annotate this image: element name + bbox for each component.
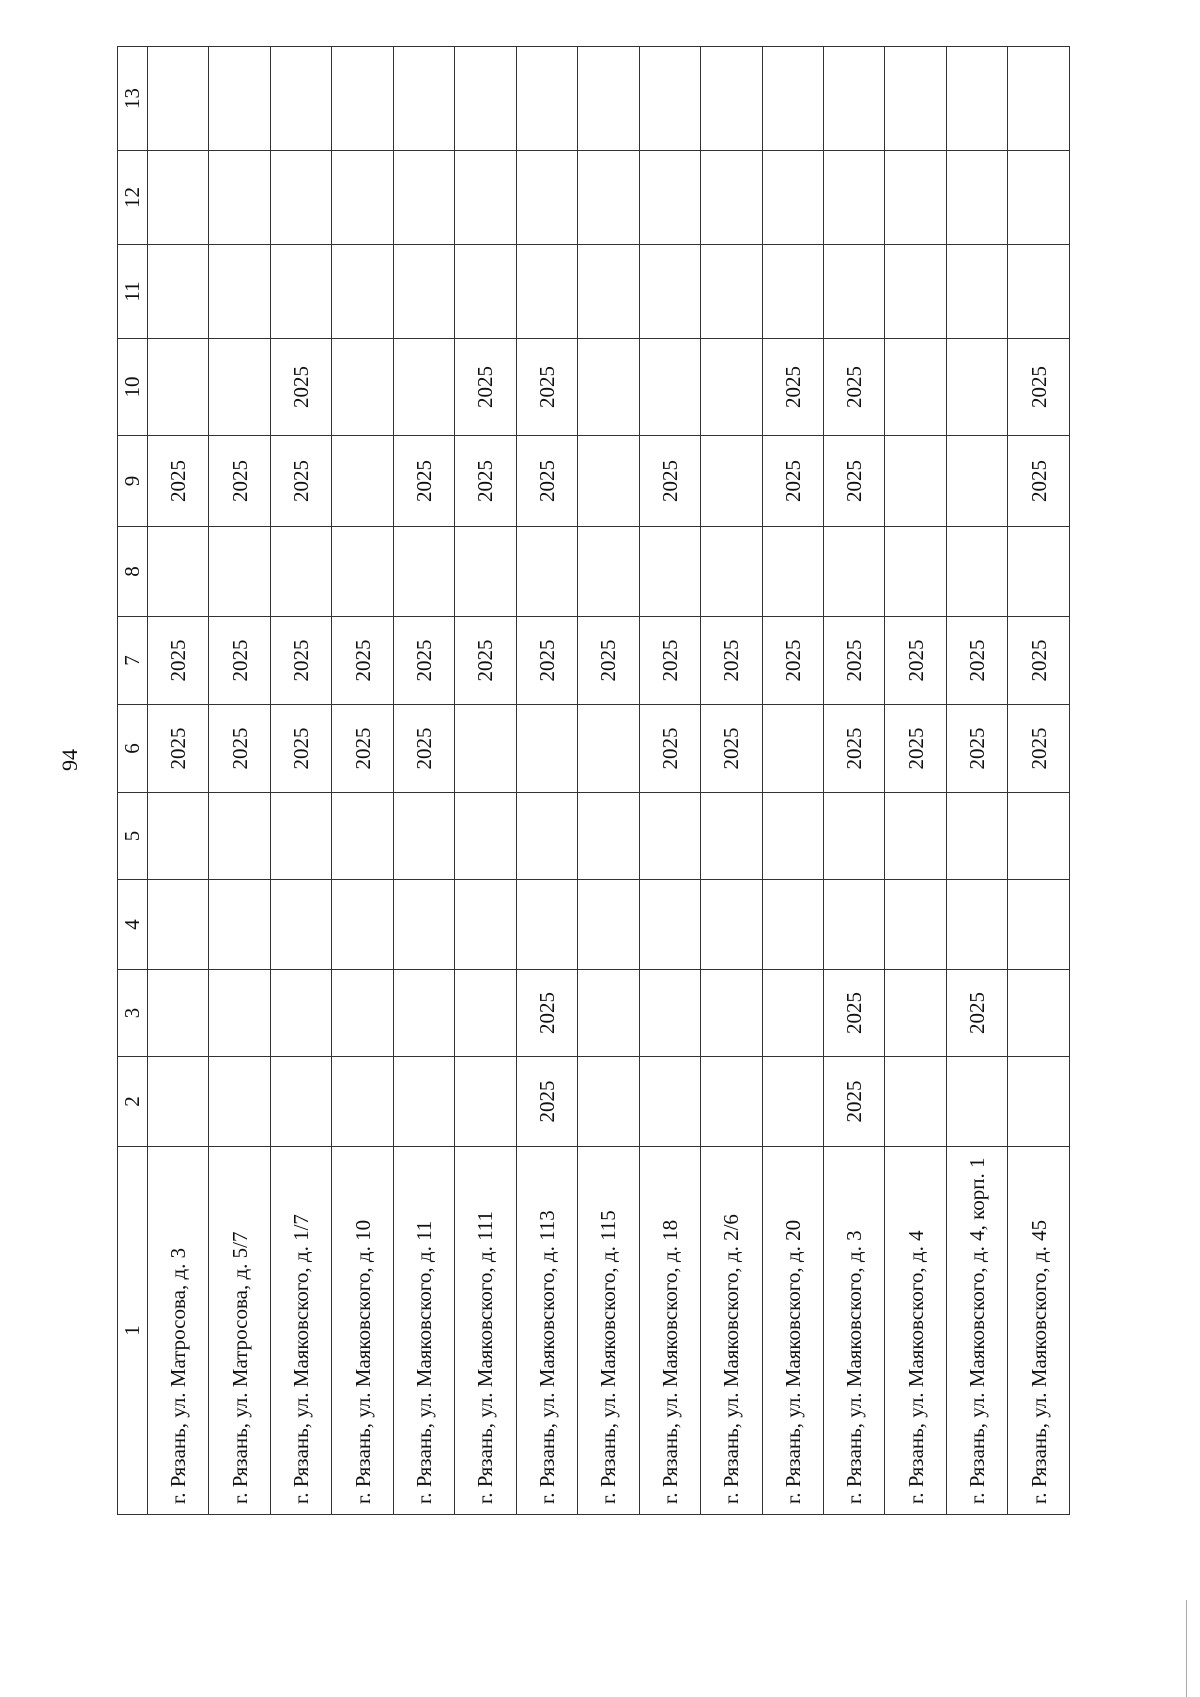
year-cell xyxy=(270,880,331,970)
year-cell xyxy=(209,245,270,339)
year-cell xyxy=(701,1057,762,1147)
column-header: 1 xyxy=(118,1147,148,1515)
year-cell: 2025 xyxy=(209,617,270,705)
year-cell xyxy=(885,880,946,970)
year-cell xyxy=(701,47,762,151)
year-cell xyxy=(885,1057,946,1147)
year-cell: 2025 xyxy=(1008,339,1070,436)
address-cell: г. Рязань, ул. Маяковского, д. 113 xyxy=(516,1147,577,1515)
year-cell xyxy=(762,880,823,970)
year-cell xyxy=(946,1057,1007,1147)
year-cell xyxy=(639,339,700,436)
year-cell xyxy=(578,527,639,617)
year-cell xyxy=(332,339,393,436)
year-cell xyxy=(455,245,516,339)
year-cell xyxy=(946,245,1007,339)
year-cell xyxy=(148,1057,209,1147)
year-cell xyxy=(885,47,946,151)
year-cell xyxy=(393,880,454,970)
year-cell xyxy=(455,705,516,793)
year-cell xyxy=(455,793,516,880)
year-cell: 2025 xyxy=(946,970,1007,1057)
year-cell xyxy=(701,970,762,1057)
year-cell xyxy=(393,527,454,617)
table-row xyxy=(332,47,393,1515)
year-cell: 2025 xyxy=(885,617,946,705)
scan-edge-line xyxy=(1186,1600,1187,1697)
year-cell xyxy=(393,1057,454,1147)
year-cell: 2025 xyxy=(1008,436,1070,527)
address-cell: г. Рязань, ул. Маяковского, д. 2/6 xyxy=(701,1147,762,1515)
table-row xyxy=(701,47,762,1515)
column-header: 13 xyxy=(118,47,148,151)
address-cell: г. Рязань, ул. Маяковского, д. 115 xyxy=(578,1147,639,1515)
year-cell xyxy=(762,970,823,1057)
year-cell: 2025 xyxy=(148,436,209,527)
year-cell: 2025 xyxy=(270,617,331,705)
year-cell: 2025 xyxy=(516,339,577,436)
year-cell: 2025 xyxy=(823,705,884,793)
rotated-table-container xyxy=(117,47,1070,1515)
year-cell xyxy=(332,436,393,527)
address-cell: г. Рязань, ул. Маяковского, д. 3 xyxy=(823,1147,884,1515)
year-cell xyxy=(516,151,577,245)
year-cell xyxy=(455,47,516,151)
year-cell: 2025 xyxy=(701,617,762,705)
table-row xyxy=(516,47,577,1515)
year-cell xyxy=(1008,151,1070,245)
year-cell xyxy=(578,151,639,245)
year-cell xyxy=(946,880,1007,970)
address-cell: г. Рязань, ул. Маяковского, д. 111 xyxy=(455,1147,516,1515)
year-cell xyxy=(578,339,639,436)
year-cell xyxy=(270,793,331,880)
year-cell xyxy=(885,970,946,1057)
year-cell xyxy=(209,880,270,970)
column-header: 3 xyxy=(118,970,148,1057)
year-cell xyxy=(332,880,393,970)
year-cell xyxy=(639,527,700,617)
year-cell: 2025 xyxy=(639,617,700,705)
year-cell xyxy=(823,793,884,880)
year-cell xyxy=(946,339,1007,436)
column-header: 11 xyxy=(118,245,148,339)
table-row xyxy=(885,47,946,1515)
year-cell xyxy=(701,793,762,880)
page-number: 94 xyxy=(57,749,82,771)
year-cell xyxy=(885,436,946,527)
year-cell xyxy=(701,880,762,970)
year-cell xyxy=(516,705,577,793)
year-cell xyxy=(516,793,577,880)
year-cell xyxy=(701,527,762,617)
year-cell xyxy=(701,151,762,245)
year-cell: 2025 xyxy=(332,705,393,793)
year-cell xyxy=(701,339,762,436)
table-row xyxy=(823,47,884,1515)
year-cell xyxy=(946,436,1007,527)
year-cell xyxy=(270,527,331,617)
year-cell xyxy=(885,339,946,436)
year-cell: 2025 xyxy=(1008,705,1070,793)
column-header: 7 xyxy=(118,617,148,705)
year-cell xyxy=(455,527,516,617)
year-cell: 2025 xyxy=(762,339,823,436)
year-cell xyxy=(578,880,639,970)
year-cell: 2025 xyxy=(823,970,884,1057)
year-cell: 2025 xyxy=(455,436,516,527)
year-cell: 2025 xyxy=(516,436,577,527)
year-cell xyxy=(639,245,700,339)
year-cell xyxy=(578,1057,639,1147)
address-cell: г. Рязань, ул. Маяковского, д. 45 xyxy=(1008,1147,1070,1515)
year-cell xyxy=(393,339,454,436)
year-cell: 2025 xyxy=(455,339,516,436)
year-cell xyxy=(1008,970,1070,1057)
year-cell xyxy=(823,245,884,339)
year-cell: 2025 xyxy=(762,436,823,527)
year-cell: 2025 xyxy=(516,1057,577,1147)
header-row xyxy=(118,47,148,1515)
year-cell xyxy=(578,47,639,151)
year-cell xyxy=(639,47,700,151)
year-cell: 2025 xyxy=(332,617,393,705)
year-cell: 2025 xyxy=(639,436,700,527)
year-cell xyxy=(270,47,331,151)
address-cell: г. Рязань, ул. Матросова, д. 5/7 xyxy=(209,1147,270,1515)
address-cell: г. Рязань, ул. Маяковского, д. 20 xyxy=(762,1147,823,1515)
year-cell: 2025 xyxy=(270,339,331,436)
year-cell xyxy=(1008,245,1070,339)
year-cell xyxy=(455,1057,516,1147)
year-cell xyxy=(332,527,393,617)
year-cell xyxy=(823,880,884,970)
year-cell xyxy=(148,793,209,880)
address-cell: г. Рязань, ул. Маяковского, д. 4, корп. 1 xyxy=(946,1147,1007,1515)
year-cell xyxy=(639,880,700,970)
column-header: 8 xyxy=(118,527,148,617)
year-cell xyxy=(209,1057,270,1147)
year-cell xyxy=(639,1057,700,1147)
year-cell xyxy=(762,245,823,339)
column-header: 5 xyxy=(118,793,148,880)
year-cell xyxy=(148,527,209,617)
year-cell xyxy=(885,151,946,245)
year-cell: 2025 xyxy=(1008,617,1070,705)
year-cell xyxy=(578,436,639,527)
year-cell xyxy=(455,151,516,245)
table-row xyxy=(209,47,270,1515)
year-cell xyxy=(148,151,209,245)
year-cell xyxy=(148,339,209,436)
year-cell xyxy=(209,47,270,151)
year-cell xyxy=(393,245,454,339)
year-cell: 2025 xyxy=(823,617,884,705)
table-row xyxy=(148,47,209,1515)
year-cell: 2025 xyxy=(516,617,577,705)
year-cell xyxy=(209,970,270,1057)
year-cell: 2025 xyxy=(639,705,700,793)
year-cell xyxy=(209,527,270,617)
year-cell xyxy=(209,151,270,245)
year-cell: 2025 xyxy=(393,705,454,793)
year-cell xyxy=(1008,1057,1070,1147)
year-cell xyxy=(455,880,516,970)
year-cell xyxy=(1008,47,1070,151)
year-cell: 2025 xyxy=(148,617,209,705)
year-cell xyxy=(578,970,639,1057)
year-cell xyxy=(332,47,393,151)
year-cell xyxy=(578,245,639,339)
year-cell: 2025 xyxy=(209,436,270,527)
year-cell: 2025 xyxy=(885,705,946,793)
year-cell xyxy=(578,793,639,880)
address-cell: г. Рязань, ул. Матросова, д. 3 xyxy=(148,1147,209,1515)
year-cell xyxy=(762,793,823,880)
year-cell xyxy=(762,527,823,617)
year-cell xyxy=(516,47,577,151)
year-cell xyxy=(455,970,516,1057)
year-cell: 2025 xyxy=(946,617,1007,705)
year-cell xyxy=(393,151,454,245)
table-row xyxy=(762,47,823,1515)
year-cell xyxy=(946,47,1007,151)
year-cell: 2025 xyxy=(701,705,762,793)
year-cell xyxy=(701,245,762,339)
year-cell xyxy=(393,793,454,880)
year-cell: 2025 xyxy=(270,436,331,527)
year-cell xyxy=(270,151,331,245)
column-header: 12 xyxy=(118,151,148,245)
year-cell: 2025 xyxy=(209,705,270,793)
year-cell xyxy=(701,436,762,527)
column-header: 10 xyxy=(118,339,148,436)
year-cell xyxy=(885,245,946,339)
year-cell xyxy=(578,705,639,793)
table-row xyxy=(946,47,1007,1515)
table-row xyxy=(270,47,331,1515)
year-cell xyxy=(1008,880,1070,970)
year-cell xyxy=(209,793,270,880)
year-cell: 2025 xyxy=(823,1057,884,1147)
year-cell xyxy=(823,151,884,245)
address-cell: г. Рязань, ул. Маяковского, д. 10 xyxy=(332,1147,393,1515)
year-cell xyxy=(332,245,393,339)
year-cell xyxy=(885,527,946,617)
year-cell xyxy=(270,245,331,339)
column-header: 6 xyxy=(118,705,148,793)
year-cell xyxy=(332,970,393,1057)
table-row xyxy=(1008,47,1070,1515)
year-cell: 2025 xyxy=(578,617,639,705)
year-cell xyxy=(270,970,331,1057)
year-cell xyxy=(639,151,700,245)
year-cell xyxy=(1008,527,1070,617)
column-header: 4 xyxy=(118,880,148,970)
year-cell xyxy=(148,970,209,1057)
column-header: 9 xyxy=(118,436,148,527)
year-cell: 2025 xyxy=(455,617,516,705)
year-cell xyxy=(639,970,700,1057)
year-cell: 2025 xyxy=(393,436,454,527)
year-cell xyxy=(946,151,1007,245)
year-cell: 2025 xyxy=(148,705,209,793)
address-cell: г. Рязань, ул. Маяковского, д. 11 xyxy=(393,1147,454,1515)
repair-schedule-table xyxy=(117,46,1070,1515)
year-cell xyxy=(823,47,884,151)
year-cell: 2025 xyxy=(516,970,577,1057)
year-cell xyxy=(393,47,454,151)
year-cell: 2025 xyxy=(823,436,884,527)
year-cell xyxy=(332,151,393,245)
year-cell xyxy=(516,245,577,339)
year-cell xyxy=(148,47,209,151)
year-cell: 2025 xyxy=(823,339,884,436)
table-row xyxy=(578,47,639,1515)
year-cell xyxy=(639,793,700,880)
year-cell xyxy=(516,527,577,617)
address-cell: г. Рязань, ул. Маяковского, д. 18 xyxy=(639,1147,700,1515)
year-cell xyxy=(516,880,577,970)
year-cell: 2025 xyxy=(946,705,1007,793)
year-cell xyxy=(209,339,270,436)
year-cell: 2025 xyxy=(762,617,823,705)
table-row xyxy=(639,47,700,1515)
year-cell xyxy=(332,793,393,880)
year-cell xyxy=(148,245,209,339)
table-row xyxy=(455,47,516,1515)
column-header: 2 xyxy=(118,1057,148,1147)
year-cell xyxy=(885,793,946,880)
table-row xyxy=(393,47,454,1515)
year-cell: 2025 xyxy=(270,705,331,793)
year-cell xyxy=(823,527,884,617)
year-cell xyxy=(762,151,823,245)
address-cell: г. Рязань, ул. Маяковского, д. 1/7 xyxy=(270,1147,331,1515)
year-cell xyxy=(1008,793,1070,880)
table-body xyxy=(148,47,1070,1515)
year-cell xyxy=(946,527,1007,617)
year-cell xyxy=(270,1057,331,1147)
year-cell: 2025 xyxy=(393,617,454,705)
year-cell xyxy=(946,793,1007,880)
year-cell xyxy=(762,705,823,793)
year-cell xyxy=(148,880,209,970)
year-cell xyxy=(393,970,454,1057)
year-cell xyxy=(762,1057,823,1147)
year-cell xyxy=(762,47,823,151)
year-cell xyxy=(332,1057,393,1147)
address-cell: г. Рязань, ул. Маяковского, д. 4 xyxy=(885,1147,946,1515)
